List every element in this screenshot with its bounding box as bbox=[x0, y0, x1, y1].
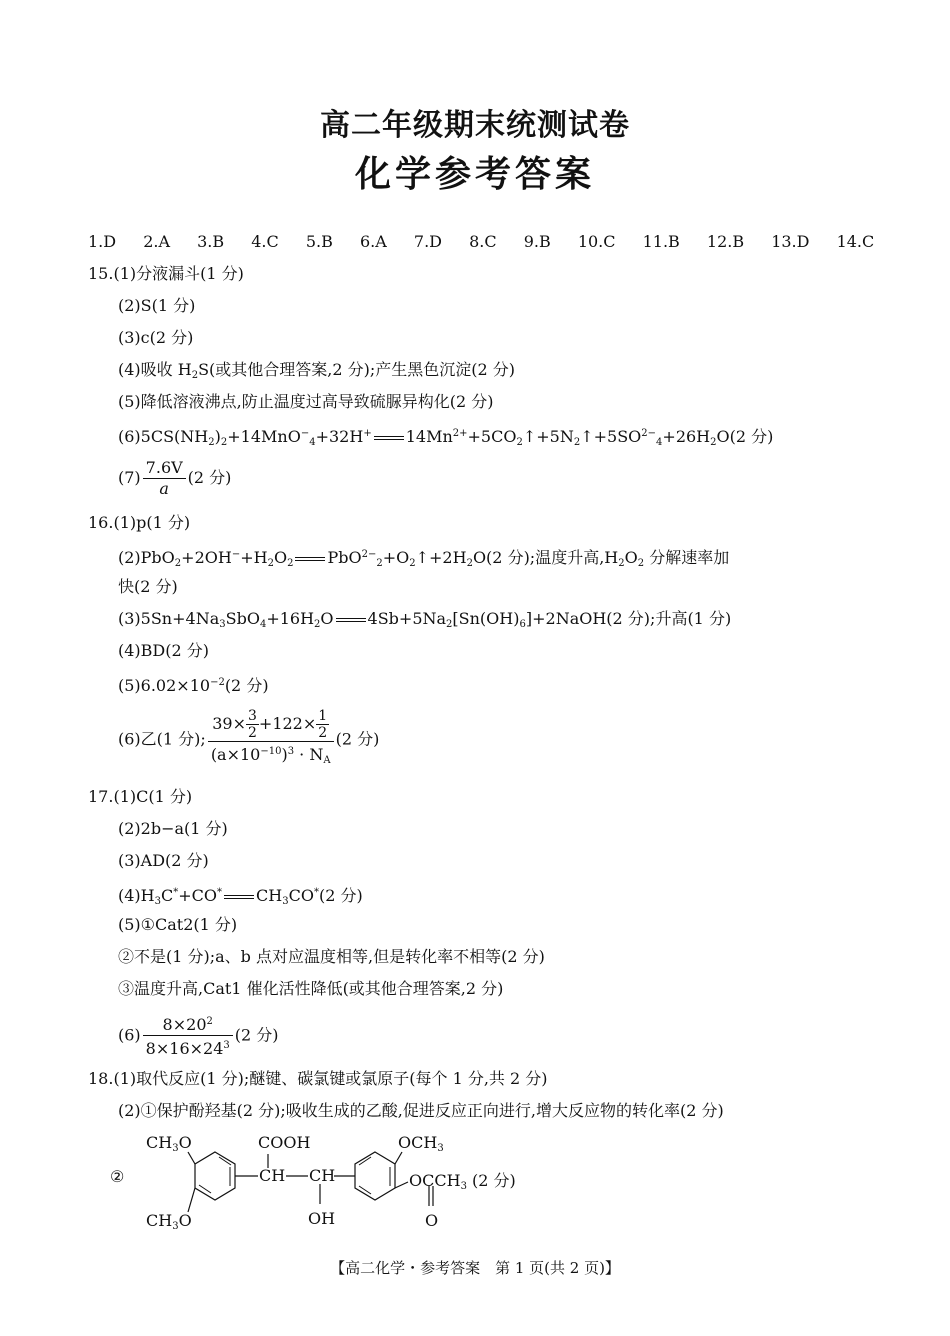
mc-answer: 4.C bbox=[251, 232, 279, 251]
q17-part1: 17.(1)C(1 分) bbox=[88, 787, 193, 806]
q15-part4: (4)吸收 $H_2S$(或其他合理答案,2 分);产生黑色沉淀(2 分) bbox=[118, 360, 516, 381]
q16-part6: (6)乙(1 分); 39× $\frac{3}{2}$ +122× $\frac{1}{2}$ $(a\times 10^{-10})^3 \cdot N_A$ (2 分) bbox=[118, 708, 379, 771]
mc-answer: 5.B bbox=[305, 232, 333, 251]
mc-answer: 2.A bbox=[143, 232, 171, 251]
q17-part6: (6) $\frac{8\times 20^2}{8\times 16\times 24^3}$ (2 分) bbox=[118, 1012, 279, 1059]
q17-part5c: ③温度升高,Cat1 催化活性降低(或其他合理答案,2 分) bbox=[118, 979, 504, 998]
mc-answer: 12.B bbox=[706, 232, 745, 251]
mc-answer: 1.D bbox=[88, 232, 117, 251]
methoxy-label: $CH_3O$ bbox=[146, 1211, 192, 1232]
q17-part4: $(4)H_3C^*+CO^*$ $CH_3CO^*(2$ 分) bbox=[118, 886, 363, 907]
carboxyl-label: COOH bbox=[258, 1133, 311, 1152]
mc-answer: 7.D bbox=[413, 232, 442, 251]
equals-sign bbox=[295, 557, 325, 561]
page-subtitle: 化学参考答案 bbox=[354, 154, 595, 195]
ch-label: CH bbox=[259, 1166, 286, 1185]
q18-part1: 18.(1)取代反应(1 分);醚键、碳氯键或氯原子(每个 1 分,共 2 分) bbox=[88, 1069, 548, 1088]
fraction: $\frac{7.6V}{a}$ bbox=[143, 458, 186, 499]
q16-part4: (4)BD(2 分) bbox=[118, 641, 210, 660]
q16-part3: $(3)5Sn+4Na_3SbO_4+16H_2O$ $4Sb+5Na_2[Sn(OH)_6]+2NaOH(2$ 分);升高(1 分) bbox=[118, 609, 732, 630]
page-footer: 【高二化学・参考答案 第 1 页(共 2 页)】 bbox=[330, 1259, 620, 1277]
carbonyl-oxygen-label: O bbox=[425, 1211, 439, 1230]
mc-answer: 8.C bbox=[469, 232, 497, 251]
q16-part2: $(2)PbO_2+2OH^-+H_2O_2$ $PbO^{2-}_2+O_2↑+2H_2O(2$ 分);温度升高$,H_2O_2$ 分解速率加 bbox=[118, 548, 730, 569]
q18-part3-label: ② bbox=[110, 1167, 125, 1186]
q15-part1: 15.(1)分液漏斗(1 分) bbox=[88, 264, 244, 283]
q18-part2: (2)①保护酚羟基(2 分);吸收生成的乙酸,促进反应正向进行,增大反应物的转化率(2 分) bbox=[118, 1101, 724, 1120]
q15-part2: (2)S(1 分) bbox=[118, 296, 196, 315]
hydroxyl-label: OH bbox=[308, 1209, 336, 1228]
mc-answer: 3.B bbox=[197, 232, 225, 251]
q17-part3: (3)AD(2 分) bbox=[118, 851, 209, 870]
equals-sign bbox=[336, 618, 366, 622]
equals-sign bbox=[224, 895, 254, 899]
equals-sign bbox=[374, 436, 404, 440]
ch-label: CH bbox=[309, 1166, 336, 1185]
methoxy-label: $OCH_3$ bbox=[398, 1133, 444, 1154]
acetoxy-label: $OCCH_3$ (2 分) bbox=[409, 1171, 516, 1192]
q15-part3: (3)c(2 分) bbox=[118, 328, 194, 347]
q17-part2: (2)2b−a(1 分) bbox=[118, 819, 228, 838]
mc-answer: 14.C bbox=[836, 232, 875, 251]
density-fraction: 39× $\frac{3}{2}$ +122× $\frac{1}{2}$ $(a\times 10^{-10})^3 \cdot N_A$ bbox=[208, 708, 334, 771]
mc-answer: 9.B bbox=[523, 232, 551, 251]
q17-part5: (5)①Cat2(1 分) bbox=[118, 915, 238, 934]
structural-formula bbox=[110, 1130, 570, 1244]
mc-answers bbox=[88, 231, 896, 253]
mc-answer: 6.A bbox=[359, 232, 387, 251]
q17-part5b: ②不是(1 分);a、b 点对应温度相等,但是转化率不相等(2 分) bbox=[118, 947, 545, 966]
page-title: 高二年级期末统测试卷 bbox=[320, 108, 630, 143]
mc-answer: 13.D bbox=[771, 232, 810, 251]
q16-part1: 16.(1)p(1 分) bbox=[88, 513, 191, 532]
methoxy-label: $CH_3O$ bbox=[146, 1133, 192, 1154]
q15-part6-equation: $(6)5CS(NH_2)_2+14MnO^-_4+32H^+$ $14Mn^{2+}+5CO_2↑+5N_2↑+5SO^{2-}_4+26H_2O(2$ 分) bbox=[118, 427, 774, 448]
q15-part5: (5)降低溶液沸点,防止温度过高导致硫脲异构化(2 分) bbox=[118, 392, 494, 411]
mc-answer: 11.B bbox=[642, 232, 680, 251]
fraction: $\frac{8\times 20^2}{8\times 16\times 24^3}$ bbox=[143, 1012, 233, 1059]
q15-part7: (7) $\frac{7.6V}{a}$ (2 分) bbox=[118, 458, 232, 498]
q16-part2-cont: 快(2 分) bbox=[118, 577, 178, 596]
q16-part5: $(5)6.02\times 10^{-2}(2$ 分) bbox=[118, 676, 269, 695]
mc-answer: 10.C bbox=[577, 232, 616, 251]
